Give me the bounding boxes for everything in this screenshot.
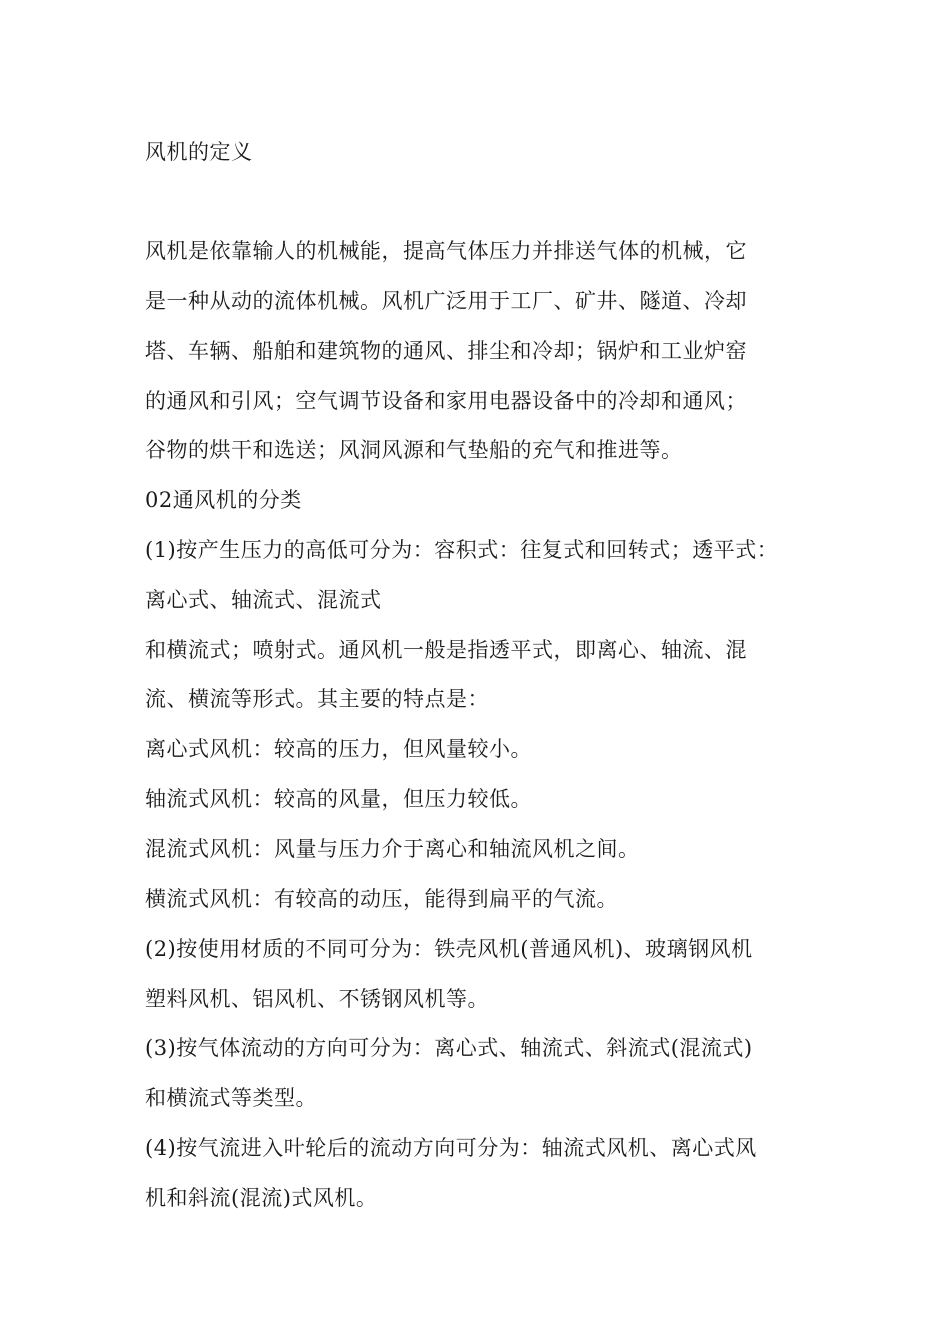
paragraph-line: 离心式、轴流式、混流式: [145, 588, 382, 612]
paragraph-line: 流、横流等形式。其主要的特点是：: [145, 687, 489, 711]
paragraph-line: 谷物的烘干和选送；风洞风源和气垫船的充气和推进等。: [145, 438, 683, 462]
paragraph-line: 混流式风机：风量与压力介于离心和轴流风机之间。: [145, 837, 640, 861]
paragraph-line: (3)按气体流动的方向可分为：离心式、轴流式、斜流式(混流式): [145, 1036, 753, 1060]
paragraph-line: 塔、车辆、船舶和建筑物的通风、排尘和冷却；锅炉和工业炉窑: [145, 339, 747, 363]
paragraph-line: 的通风和引风；空气调节设备和家用电器设备中的冷却和通风；: [145, 389, 747, 413]
paragraph-line: 横流式风机：有较高的动压，能得到扁平的气流。: [145, 887, 618, 911]
paragraph-line: (4)按气流进入叶轮后的流动方向可分为：轴流式风机、离心式风: [145, 1136, 757, 1160]
paragraph-line: 轴流式风机：较高的风量，但压力较低。: [145, 787, 532, 811]
document-title: 风机的定义: [145, 140, 253, 164]
paragraph-line: 机和斜流(混流)式风机。: [145, 1186, 378, 1210]
paragraph-line: 离心式风机：较高的压力，但风量较小。: [145, 737, 532, 761]
paragraph-line: 和横流式等类型。: [145, 1086, 317, 1110]
section-heading: 02通风机的分类: [145, 488, 302, 512]
paragraph-line: 是一种从动的流体机械。风机广泛用于工厂、矿井、隧道、冷却: [145, 289, 747, 313]
paragraph-line: (1)按产生压力的高低可分为：容积式：往复式和回转式；透平式：: [145, 538, 779, 562]
paragraph-line: (2)按使用材质的不同可分为：铁壳风机(普通风机)、玻璃钢风机: [145, 937, 753, 961]
paragraph-line: 塑料风机、铝风机、不锈钢风机等。: [145, 987, 489, 1011]
paragraph-line: 和横流式；喷射式。通风机一般是指透平式，即离心、轴流、混: [145, 638, 747, 662]
paragraph-line: 风机是依靠输人的机械能，提高气体压力并排送气体的机械，它: [145, 239, 747, 263]
